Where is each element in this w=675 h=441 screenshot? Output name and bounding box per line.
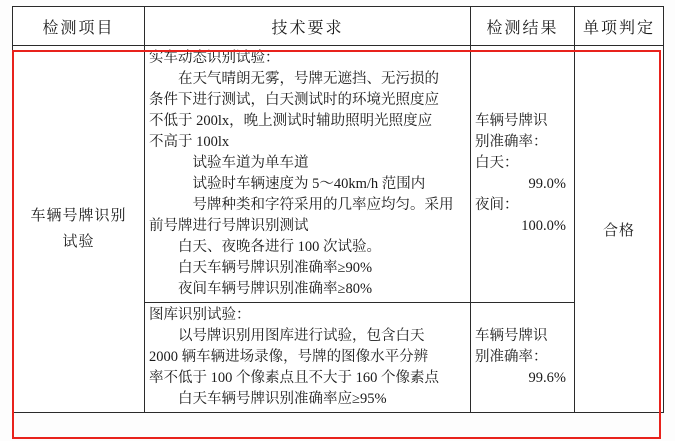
column-header-result: 检测结果 xyxy=(471,7,575,46)
requirement-line: 不高于 100lx xyxy=(149,134,230,150)
result-value: 99.6% xyxy=(528,370,566,386)
result-line: 别准确率： xyxy=(475,134,548,150)
result-line: 车辆号牌识 xyxy=(475,113,548,129)
requirement-line: 率不低于 100 个像素点且不大于 160 个像素点 xyxy=(149,370,439,386)
test-item-line: 车辆号牌识别 xyxy=(30,208,127,224)
requirement-line: 条件下进行测试，白天测试时的环境光照度应 xyxy=(149,92,439,108)
cell-judgement: 合格 xyxy=(575,46,664,413)
table-row xyxy=(13,46,664,303)
test-item-line: 试验 xyxy=(62,234,95,250)
column-header-item: 检测项目 xyxy=(13,7,145,46)
result-line: 夜间： xyxy=(475,197,519,213)
requirement-line: 实车动态识别试验： xyxy=(149,50,280,66)
result-line: 白天： xyxy=(475,155,519,171)
column-header-requirement: 技术要求 xyxy=(145,7,471,46)
cell-technical-requirement xyxy=(145,303,471,413)
result-line: 车辆号牌识 xyxy=(475,328,548,344)
cell-test-result xyxy=(471,303,575,413)
requirement-line: 图库识别试验： xyxy=(149,307,251,323)
table-header-row xyxy=(13,7,664,46)
requirement-line: 号牌种类和字符采用的几率应均匀。采用 xyxy=(192,197,454,213)
requirement-line: 试验车道为单车道 xyxy=(192,155,309,171)
requirement-line: 白天、夜晚各进行 100 次试验。 xyxy=(178,239,381,255)
requirement-line: 白天车辆号牌识别准确率≥90% xyxy=(178,260,373,276)
requirement-line: 不低于 200lx，晚上测试时辅助照明光照度应 xyxy=(149,113,433,129)
cell-technical-requirement xyxy=(145,46,471,303)
requirement-line: 前号牌进行号牌识别测试 xyxy=(149,218,309,234)
requirement-line: 在天气晴朗无雾，号牌无遮挡、无污损的 xyxy=(178,71,439,87)
table-header xyxy=(13,7,664,46)
result-value: 99.0% xyxy=(528,176,566,192)
cell-test-item xyxy=(13,46,145,413)
requirement-line: 以号牌识别用图库进行试验，包含白天 xyxy=(178,328,425,344)
requirement-line: 试验时车辆速度为 5～40km/h 范围内 xyxy=(192,176,426,192)
result-line: 别准确率： xyxy=(475,349,548,365)
requirement-line: 白天车辆号牌识别准确率应≥95% xyxy=(178,391,387,407)
inspection-report-table xyxy=(12,6,664,413)
cell-test-result xyxy=(471,46,575,303)
table-body xyxy=(13,46,664,413)
result-value: 100.0% xyxy=(521,218,566,234)
column-header-judgement: 单项判定 xyxy=(575,7,664,46)
requirement-line: 2000 辆车辆进场录像，号牌的图像水平分辨 xyxy=(149,349,429,365)
requirement-line: 夜间车辆号牌识别准确率≥80% xyxy=(178,281,373,297)
